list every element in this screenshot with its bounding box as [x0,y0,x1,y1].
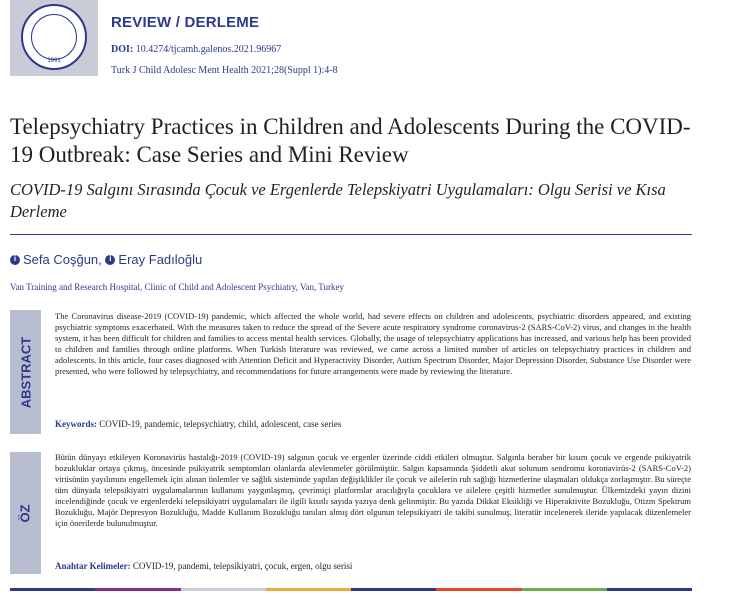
journal-citation: Turk J Child Adolesc Ment Health 2021;28(Suppl 1):4-8 [111,65,338,76]
journal-logo-emblem [21,4,87,70]
oz-side-label: ÖZ [18,503,33,523]
doi-line [111,44,281,55]
doi-label: DOI: [111,44,134,55]
footer-color-segment [95,588,180,591]
author-list [10,252,202,267]
footer-color-segment [607,588,692,591]
keywords-label: Keywords: [55,419,97,429]
logo-inner-ring [31,14,77,60]
abstract-side-label: ABSTRACT [18,336,33,408]
orcid-icon[interactable] [105,255,115,265]
keywords-line [55,419,341,429]
article-type-label: REVIEW / DERLEME [111,14,260,31]
author-name: Sefa Coşğun, [23,252,102,267]
logo-year: 1991 [47,58,61,64]
author-affiliation: Van Training and Research Hospital, Clinic of Child and Adolescent Psychiatry, Van, Turkey [10,282,344,292]
footer-color-segment [522,588,607,591]
journal-logo-block [10,0,98,76]
anahtar-kelimeler-values: COVID-19, pandemi, telepsikiyatri, çocuk, ergen, olgu serisi [132,561,353,571]
doi-value[interactable]: 10.4274/tjcamh.galenos.2021.96967 [135,44,282,55]
author-name: Eray Fadıloğlu [118,252,203,267]
article-title: Telepsychiatry Practices in Children and Adolescents During the COVID-19 Outbreak: Case Series and Mini Review [10,114,691,167]
footer-color-segment [351,588,436,591]
footer-color-bar [10,588,692,591]
abstract-text: The Coronavirus disease-2019 (COVID-19) pandemic, which affected the whole world, had severe effects on children and adolescents, psychiatric disorders appeared, and existing psychiatric symptoms exacerbated. With the measures taken to reduce the spread of the Severe acute respiratory syndrome coronavirus-2 (SARS-CoV-2) virus, and changes in the health system, it has been difficult for children and families to access mental health services. Globally, the usage of telepsychiatry applications has increased, and various help has been provided to children and families through online platforms. When Turkish literature was reviewed, we came across a limited number of articles on telepsychiatry practices in children and adolescents. In this article, four cases diagnosed with Attention Deficit and Hyperactivity Disorder, Autism Spectrum Disorder, Major Depression Disorder, Substance Use Disorder were presented, who were followed by telepsychiatry, and recommendations for future arrangements were made by reviewing the literature. [55,311,691,376]
anahtar-kelimeler-label: Anahtar Kelimeler: [55,561,131,571]
footer-color-segment [266,588,351,591]
keywords-values: COVID-19, pandemic, telepsychiatry, child, adolescent, case series [99,419,342,429]
anahtar-kelimeler-line [55,561,352,571]
orcid-icon[interactable] [10,255,20,265]
abstract-side-tab [10,310,41,434]
footer-color-segment [10,588,95,591]
title-divider [10,234,692,235]
footer-color-segment [436,588,521,591]
article-title-turkish: COVID-19 Salgını Sırasında Çocuk ve Ergenlerde Telepskiyatri Uygulamaları: Olgu Serisi ve Kısa Derleme [10,180,666,221]
oz-text: Bütün dünyayı etkileyen Koronavirüs hastalığı-2019 (COVID-19) salgının çocuk ve ergenler üzerinde ciddi etkileri olmuştur. Salgınla beraber bir kısım çocuk ve ergende psikiyatrik bozukluklar ortaya çıkmış, öncesinde psikiyatrik semptomları olanlarda alevlenmeler görülmüştür. Salgın kapsamında Şiddetli akut solunum sendromu koronavirüs-2 (SARS-CoV-2) virüsünün yayılımını engellemek için alınan önlemler ve sağlık sisteminde yapılan değişiklikler ile çocuk ve ailelerin ruh sağlığı hizmetlerine ulaşmaları oldukça zorlaşmıştır. Bu süreçte tüm dünyada telepsikiyatri uygulamalarının kullanımı yaygınlaşmış, çevrimiçi platformlar aracılığıyla çocuklara ve ailelere çeşitli hizmetler sunulmuştur. Ülkemizdeki yayın dizini incelendiğinde çocuk ve ergenlerdeki telepsikiyatri uygulamaları ile ilgili kısıtlı sayıda yazıya denk gelinmiştir. Bu yazıda Dikkat Eksikliği ve Hiperaktivite Bozukluğu, Otizm Spektrum Bozukluğu, Majör Depresyon Bozukluğu, Madde Kullanım Bozukluğu tanıları almış dört olgunun telepsikiyatri ile takibi sunulmuş, literatür incelenerek ileride yapılacak düzenlemeler için önerilerde bulunulmuştur. [55,452,691,528]
footer-color-segment [181,588,266,591]
oz-side-tab [10,452,41,574]
